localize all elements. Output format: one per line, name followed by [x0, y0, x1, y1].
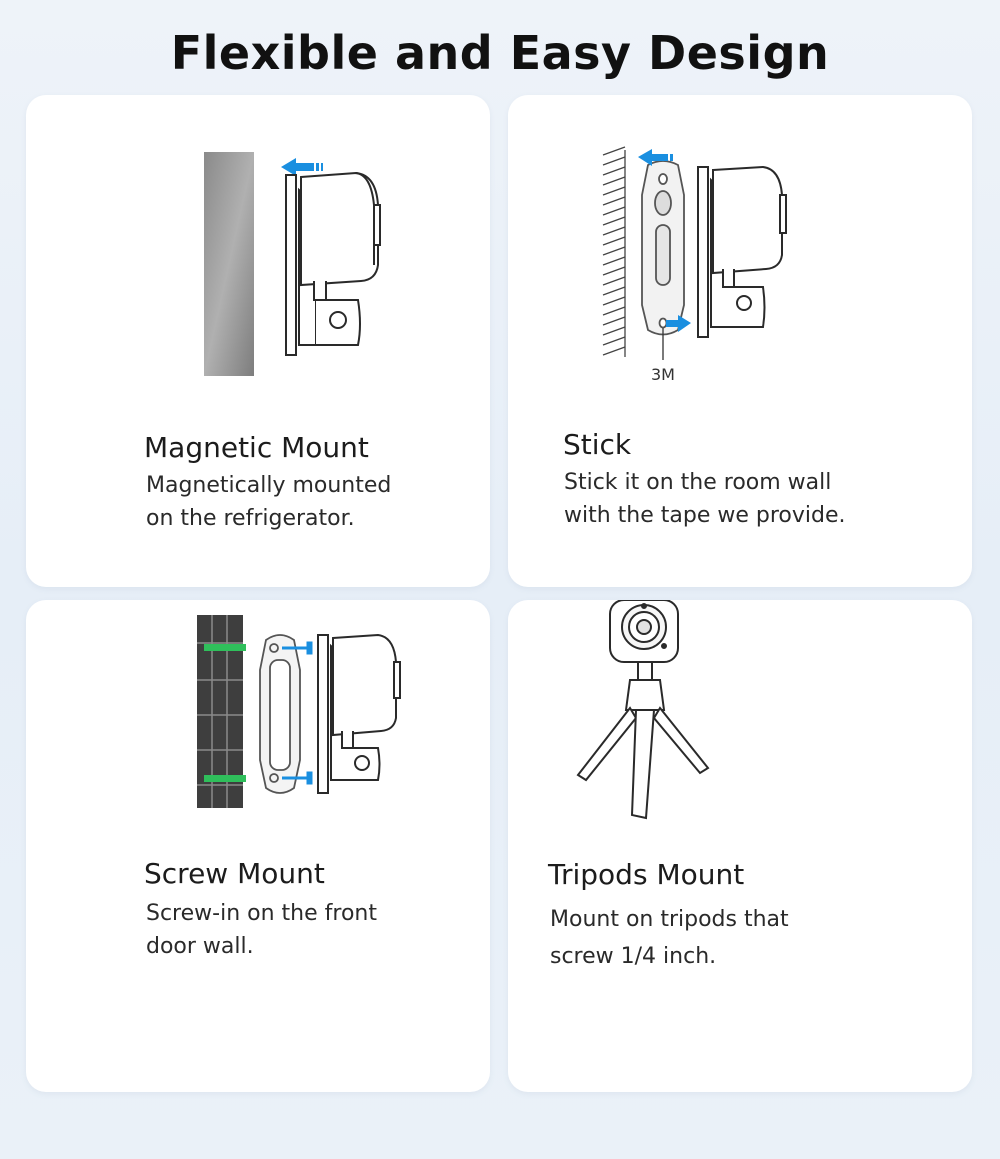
camera-icon — [610, 600, 678, 662]
tape-label: 3M — [651, 365, 675, 384]
card-description: Screw-in on the front door wall. — [146, 901, 377, 959]
magnetic-mount-card — [26, 95, 490, 587]
card-title: Magnetic Mount — [144, 431, 369, 464]
refrigerator-panel — [204, 152, 254, 376]
stick-illustration — [508, 95, 972, 415]
door-wall-icon — [197, 615, 246, 808]
card-description: Magnetically mounted on the refrigerator. — [146, 473, 392, 531]
card-title: Stick — [563, 428, 632, 461]
stick-card — [508, 95, 972, 587]
page-title: Flexible and Easy Design — [170, 26, 830, 80]
screw-mount-card — [26, 600, 490, 1092]
mount-plate-icon — [260, 635, 300, 793]
camera-icon — [318, 635, 400, 793]
tape-plate-icon — [642, 161, 684, 335]
magnetic-mount-illustration — [26, 95, 490, 415]
camera-icon — [698, 167, 786, 337]
card-title: Screw Mount — [144, 857, 325, 890]
arrow-icon — [281, 158, 323, 176]
card-title: Tripods Mount — [548, 858, 745, 891]
card-description: Stick it on the room wall with the tape we provide. — [564, 470, 846, 528]
wall-icon — [603, 147, 625, 357]
tripod-icon — [578, 662, 708, 818]
camera-icon — [286, 173, 380, 355]
tripods-mount-card — [508, 600, 972, 1092]
card-description: Mount on tripods that screw 1/4 inch. — [550, 907, 789, 969]
